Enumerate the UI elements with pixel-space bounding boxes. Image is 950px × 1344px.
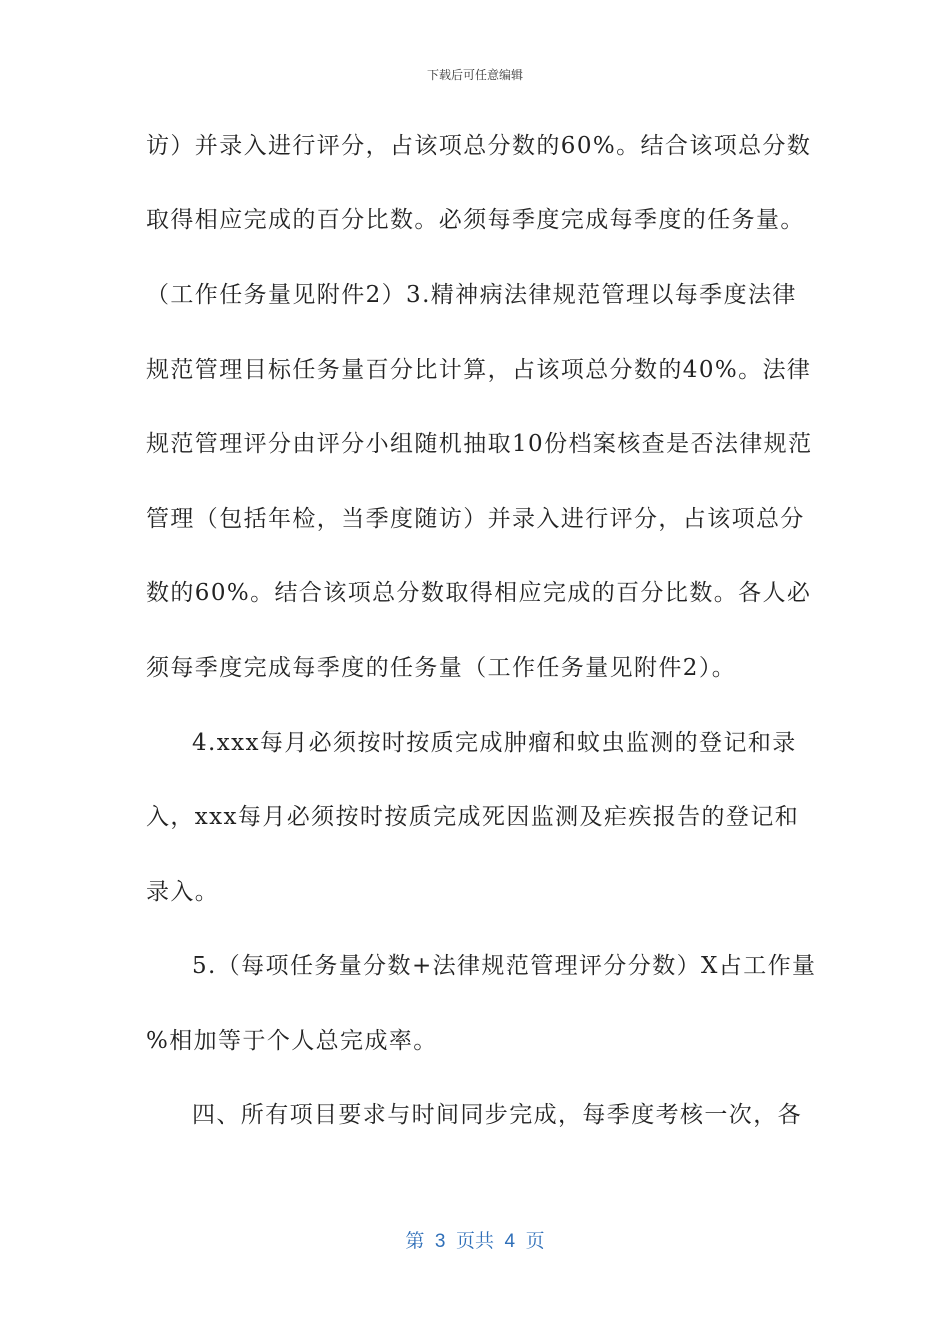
paragraph-line: 规范管理目标任务量百分比计算，占该项总分数的40%。法律: [146, 357, 812, 383]
paragraph-line: 录入。: [146, 879, 220, 905]
paragraph-line: 数的60%。结合该项总分数取得相应完成的百分比数。各人必: [146, 580, 812, 606]
paragraph-line: （工作任务量见附件2）3.精神病法律规范管理以每季度法律: [146, 282, 797, 308]
paragraph-line: 4.xxx每月必须按时按质完成肿瘤和蚊虫监测的登记和录: [192, 730, 797, 756]
paragraph-line: 四、所有项目要求与时间同步完成，每季度考核一次，各: [192, 1102, 802, 1128]
paragraph-line: 入，xxx每月必须按时按质完成死因监测及疟疾报告的登记和: [146, 804, 800, 830]
paragraph-line: 访）并录入进行评分，占该项总分数的60%。结合该项总分数: [146, 133, 812, 159]
paragraph-line: 取得相应完成的百分比数。必须每季度完成每季度的任务量。: [146, 207, 805, 233]
paragraph-line: %相加等于个人总完成率。: [146, 1028, 438, 1054]
paragraph-line: 5.（每项任务量分数+法律规范管理评分分数）X占工作量: [192, 953, 817, 979]
page-header: 下载后可任意编辑: [426, 68, 523, 82]
paragraph-line: 管理（包括年检，当季度随访）并录入进行评分，占该项总分: [146, 506, 805, 532]
page-number-footer: 第 3 页共 4 页: [405, 1231, 545, 1252]
paragraph-line: 须每季度完成每季度的任务量（工作任务量见附件2）。: [146, 655, 737, 681]
paragraph-line: 规范管理评分由评分小组随机抽取10份档案核查是否法律规范: [146, 431, 813, 457]
